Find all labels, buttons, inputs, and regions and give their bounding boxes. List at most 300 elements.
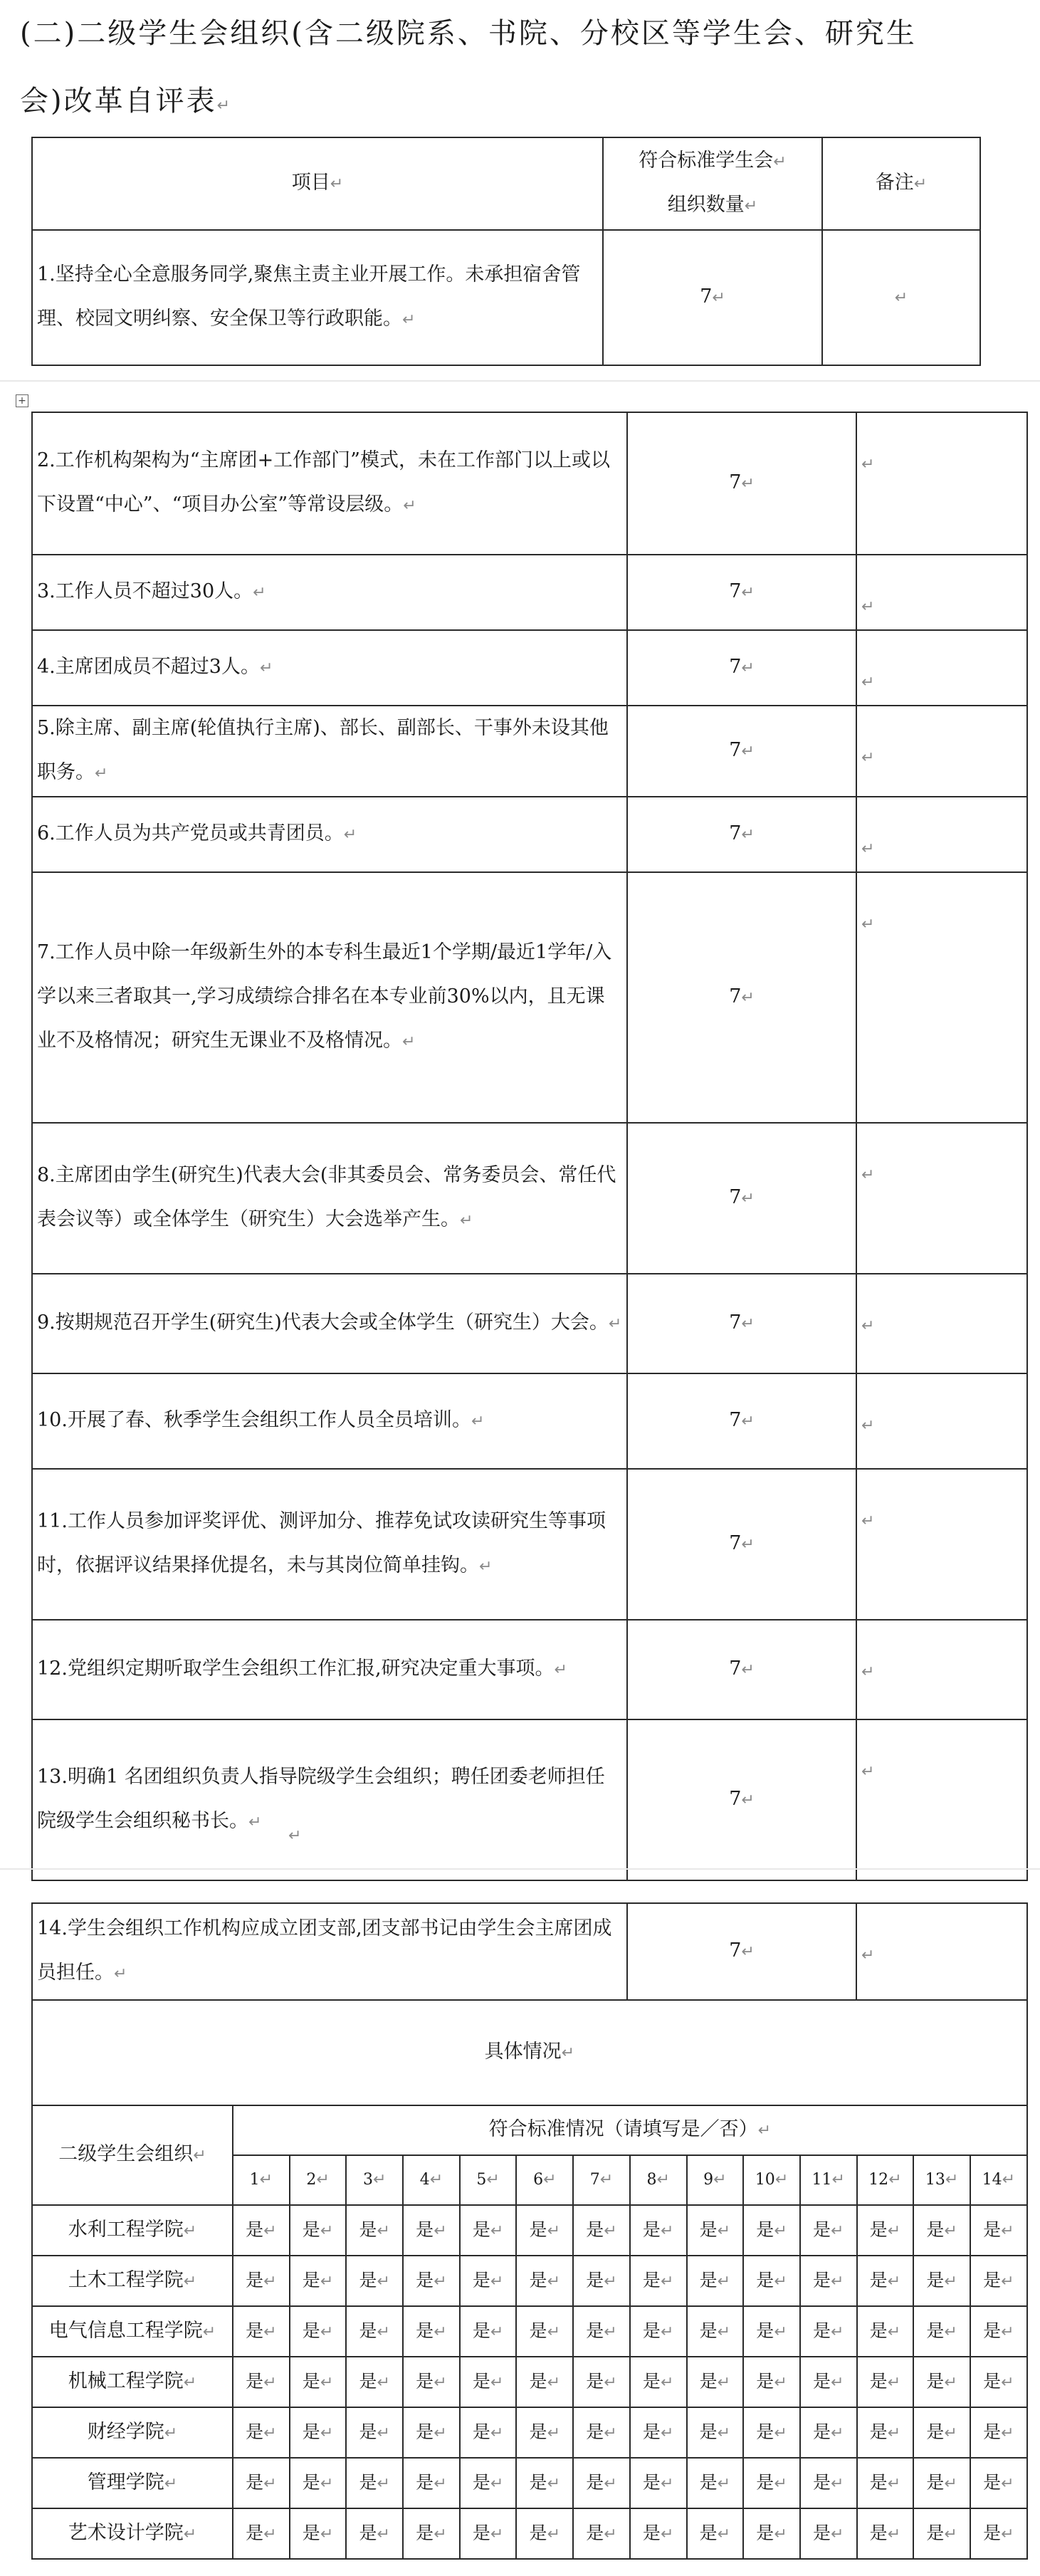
compliance-cell[interactable] <box>290 2256 347 2306</box>
compliance-value: 是 <box>926 2421 945 2442</box>
detail-header-row <box>32 2105 1027 2155</box>
item-cell <box>32 706 627 797</box>
item-text: 3.工作人员不超过30人。 <box>37 580 253 602</box>
compliance-cell[interactable] <box>573 2458 630 2508</box>
paragraph-mark: ↵ <box>377 2373 390 2392</box>
compliance-cell[interactable] <box>913 2256 970 2306</box>
column-number-cell <box>573 2155 630 2205</box>
compliance-cell[interactable] <box>913 2508 970 2559</box>
column-number: 1 <box>249 2171 260 2189</box>
table-row <box>32 1719 1027 1880</box>
column-number: 10 <box>755 2171 775 2189</box>
paragraph-mark: ↵ <box>660 2525 674 2543</box>
compliance-cell[interactable] <box>687 2256 744 2306</box>
compliance-value: 是 <box>983 2522 1002 2543</box>
compliance-cell[interactable] <box>516 2205 573 2256</box>
page-break <box>0 380 1040 382</box>
compliance-value: 是 <box>359 2320 377 2341</box>
compliance-value: 是 <box>812 2269 831 2290</box>
column-number-cell <box>970 2155 1027 2205</box>
org-name: 管理学院 <box>87 2471 164 2493</box>
table-row <box>32 412 1027 555</box>
paragraph-mark: ↵ <box>547 2525 560 2543</box>
paragraph-mark: ↵ <box>944 2373 957 2392</box>
compliance-cell[interactable] <box>290 2306 347 2357</box>
note-cell[interactable] <box>856 797 1027 872</box>
table-row <box>32 230 980 365</box>
note-cell[interactable] <box>856 1274 1027 1373</box>
compliance-cell[interactable] <box>573 2357 630 2407</box>
compliance-cell[interactable] <box>687 2357 744 2407</box>
compliance-cell[interactable] <box>460 2458 517 2508</box>
paragraph-mark: ↵ <box>604 2525 617 2543</box>
compliance-value: 是 <box>642 2269 661 2290</box>
count-cell <box>627 872 856 1123</box>
paragraph-mark: ↵ <box>861 1166 875 1184</box>
compliance-value: 是 <box>472 2421 490 2442</box>
column-number: 5 <box>476 2171 487 2189</box>
paragraph-mark: ↵ <box>490 2474 504 2493</box>
compliance-cell[interactable] <box>630 2508 687 2559</box>
compliance-cell[interactable] <box>970 2256 1027 2306</box>
count-cell <box>627 412 856 555</box>
compliance-value: 是 <box>586 2522 604 2543</box>
column-number: 9 <box>703 2171 714 2189</box>
compliance-value: 是 <box>756 2522 774 2543</box>
compliance-cell[interactable] <box>743 2458 800 2508</box>
paragraph-mark: ↵ <box>741 1943 755 1961</box>
compliance-cell[interactable] <box>403 2256 460 2306</box>
compliance-cell[interactable] <box>630 2205 687 2256</box>
compliance-cell[interactable] <box>687 2407 744 2458</box>
count-cell <box>627 1373 856 1469</box>
compliance-cell[interactable] <box>573 2306 630 2357</box>
note-cell[interactable] <box>856 630 1027 706</box>
compliance-cell[interactable] <box>233 2256 290 2306</box>
compliance-cell[interactable] <box>460 2256 517 2306</box>
paragraph-mark: ↵ <box>1001 2373 1014 2392</box>
compliance-value: 是 <box>869 2219 888 2240</box>
item-text: 9.按期规范召开学生(研究生)代表大会或全体学生（研究生）大会。 <box>37 1311 609 1334</box>
column-number-cell <box>233 2155 290 2205</box>
column-number-cell <box>403 2155 460 2205</box>
compliance-cell[interactable] <box>516 2508 573 2559</box>
compliance-cell[interactable] <box>857 2256 914 2306</box>
compliance-cell[interactable] <box>800 2306 857 2357</box>
count-value: 7 <box>729 656 742 678</box>
note-cell[interactable] <box>856 1373 1027 1469</box>
table-row <box>32 1123 1027 1274</box>
paragraph-mark: ↵ <box>183 2525 197 2543</box>
paragraph-mark: ↵ <box>479 1558 493 1576</box>
compliance-cell[interactable] <box>630 2407 687 2458</box>
org-row <box>32 2357 1027 2407</box>
paragraph-mark: ↵ <box>403 497 416 515</box>
compliance-cell[interactable] <box>233 2357 290 2407</box>
paragraph-mark: ↵ <box>945 2171 959 2189</box>
compliance-cell[interactable] <box>516 2407 573 2458</box>
item-text: 14.学生会组织工作机构应成立团支部,团支部书记由学生会主席团成员担任。 <box>37 1917 612 1984</box>
item-cell <box>32 630 627 706</box>
paragraph-mark: ↵ <box>434 2272 447 2290</box>
compliance-cell[interactable] <box>460 2407 517 2458</box>
compliance-cell[interactable] <box>573 2205 630 2256</box>
compliance-value: 是 <box>529 2421 547 2442</box>
count-value: 7 <box>729 1409 742 1431</box>
paragraph-mark: ↵ <box>263 2424 277 2442</box>
paragraph-mark: ↵ <box>741 1413 755 1430</box>
paragraph-mark: ↵ <box>402 311 416 329</box>
compliance-value: 是 <box>246 2471 264 2493</box>
compliance-cell[interactable] <box>970 2357 1027 2407</box>
column-number-cell <box>516 2155 573 2205</box>
paragraph-mark: ↵ <box>490 2373 504 2392</box>
compliance-cell[interactable] <box>403 2205 460 2256</box>
paragraph-mark: ↵ <box>887 2474 901 2493</box>
table-row <box>32 706 1027 797</box>
note-cell[interactable] <box>856 706 1027 797</box>
compliance-value: 是 <box>302 2219 320 2240</box>
paragraph-mark: ↵ <box>164 2474 178 2493</box>
paragraph-mark: ↵ <box>320 2474 334 2493</box>
count-cell <box>627 1469 856 1620</box>
compliance-cell[interactable] <box>743 2256 800 2306</box>
compliance-value: 是 <box>869 2421 888 2442</box>
note-cell[interactable] <box>856 1719 1027 1880</box>
compliance-cell[interactable] <box>687 2306 744 2357</box>
paragraph-mark: ↵ <box>660 2272 674 2290</box>
compliance-value: 是 <box>246 2320 264 2341</box>
compliance-value: 是 <box>472 2219 490 2240</box>
compliance-value: 是 <box>983 2269 1002 2290</box>
compliance-value: 是 <box>699 2421 718 2442</box>
compliance-cell[interactable] <box>233 2306 290 2357</box>
compliance-value: 是 <box>642 2370 661 2392</box>
column-number-cell <box>800 2155 857 2205</box>
compliance-cell[interactable] <box>233 2508 290 2559</box>
compliance-cell[interactable] <box>233 2205 290 2256</box>
paragraph-mark: ↵ <box>861 1317 875 1335</box>
compliance-cell[interactable] <box>460 2205 517 2256</box>
org-name-cell <box>32 2306 233 2357</box>
paragraph-mark: ↵ <box>660 2424 674 2442</box>
compliance-value: 是 <box>812 2522 831 2543</box>
paragraph-mark: ↵ <box>831 2474 844 2493</box>
compliance-cell[interactable] <box>346 2407 403 2458</box>
compliance-cell[interactable] <box>970 2407 1027 2458</box>
compliance-cell[interactable] <box>970 2508 1027 2559</box>
compliance-cell[interactable] <box>857 2458 914 2508</box>
paragraph-mark: ↵ <box>741 826 755 844</box>
table-row <box>32 797 1027 872</box>
compliance-cell[interactable] <box>346 2205 403 2256</box>
compliance-cell[interactable] <box>913 2458 970 2508</box>
paragraph-mark: ↵ <box>183 2221 197 2240</box>
paragraph-mark: ↵ <box>1001 2272 1014 2290</box>
org-name: 艺术设计学院 <box>68 2521 184 2544</box>
compliance-cell[interactable] <box>630 2306 687 2357</box>
item-text: 6.工作人员为共产党员或共青团员。 <box>37 822 344 844</box>
note-cell[interactable] <box>856 1469 1027 1620</box>
compliance-cell[interactable] <box>573 2256 630 2306</box>
paragraph-mark: ↵ <box>717 2373 731 2392</box>
compliance-value: 是 <box>302 2421 320 2442</box>
compliance-cell[interactable] <box>800 2407 857 2458</box>
paragraph-mark: ↵ <box>547 2424 560 2442</box>
compliance-value: 是 <box>812 2320 831 2341</box>
compliance-cell[interactable] <box>346 2256 403 2306</box>
compliance-value: 是 <box>926 2370 945 2392</box>
detail-heading-row <box>32 2000 1027 2105</box>
compliance-value: 是 <box>812 2421 831 2442</box>
compliance-cell[interactable] <box>573 2407 630 2458</box>
compliance-value: 是 <box>699 2269 718 2290</box>
compliance-value: 是 <box>246 2370 264 2392</box>
compliance-value: 是 <box>302 2370 320 2392</box>
compliance-value: 是 <box>699 2320 718 2341</box>
note-cell[interactable] <box>856 555 1027 630</box>
compliance-cell[interactable] <box>857 2205 914 2256</box>
paragraph-mark: ↵ <box>373 2171 387 2189</box>
compliance-cell[interactable] <box>460 2508 517 2559</box>
paragraph-mark: ↵ <box>861 1663 875 1681</box>
compliance-cell[interactable] <box>970 2205 1027 2256</box>
org-name: 电气信息工程学院 <box>48 2319 203 2342</box>
column-number-cell <box>743 2155 800 2205</box>
paragraph-mark: ↵ <box>1002 2171 1016 2189</box>
compliance-cell[interactable] <box>970 2306 1027 2357</box>
compliance-cell[interactable] <box>290 2205 347 2256</box>
column-number: 6 <box>533 2171 544 2189</box>
column-number-cell <box>346 2155 403 2205</box>
table-row <box>32 630 1027 706</box>
paragraph-mark: ↵ <box>861 749 875 767</box>
compliance-value: 是 <box>699 2471 718 2493</box>
table-row <box>32 1373 1027 1469</box>
compliance-cell[interactable] <box>800 2458 857 2508</box>
compliance-value: 是 <box>246 2421 264 2442</box>
compliance-cell[interactable] <box>460 2357 517 2407</box>
paragraph-mark: ↵ <box>320 2221 334 2240</box>
org-header-cell <box>32 2105 233 2205</box>
compliance-cell[interactable] <box>800 2508 857 2559</box>
compliance-value: 是 <box>812 2370 831 2392</box>
paragraph-mark: ↵ <box>660 2373 674 2392</box>
paragraph-mark: ↵ <box>216 97 233 115</box>
paragraph-mark: ↵ <box>944 2424 957 2442</box>
review-table-page3 <box>31 1902 1028 2001</box>
compliance-cell[interactable] <box>403 2458 460 2508</box>
compliance-cell[interactable] <box>630 2357 687 2407</box>
org-name-cell <box>32 2205 233 2256</box>
note-cell[interactable] <box>856 1620 1027 1719</box>
compliance-cell[interactable] <box>403 2508 460 2559</box>
paragraph-mark: ↵ <box>741 659 755 677</box>
compliance-cell[interactable] <box>516 2306 573 2357</box>
compliance-value: 是 <box>642 2320 661 2341</box>
paragraph-mark: ↵ <box>316 2171 330 2189</box>
compliance-cell[interactable] <box>233 2458 290 2508</box>
compliance-value: 是 <box>586 2320 604 2341</box>
note-cell[interactable] <box>856 872 1027 1123</box>
compliance-cell[interactable] <box>857 2407 914 2458</box>
compliance-cell[interactable] <box>403 2357 460 2407</box>
compliance-value: 是 <box>586 2269 604 2290</box>
compliance-value: 是 <box>926 2269 945 2290</box>
compliance-value: 是 <box>756 2471 774 2493</box>
compliance-cell[interactable] <box>857 2306 914 2357</box>
standard-header: 符合标准情况（请填写是／否） <box>488 2118 758 2140</box>
paragraph-mark: ↵ <box>887 2424 901 2442</box>
org-name: 水利工程学院 <box>68 2218 184 2241</box>
compliance-cell[interactable] <box>857 2357 914 2407</box>
compliance-cell[interactable] <box>857 2508 914 2559</box>
table-row <box>32 1469 1027 1620</box>
compliance-cell[interactable] <box>913 2306 970 2357</box>
compliance-cell[interactable] <box>800 2357 857 2407</box>
compliance-cell[interactable] <box>346 2458 403 2508</box>
paragraph-mark: ↵ <box>741 989 755 1007</box>
item-cell <box>32 555 627 630</box>
compliance-cell[interactable] <box>743 2407 800 2458</box>
paragraph-mark: ↵ <box>887 2525 901 2543</box>
compliance-value: 是 <box>359 2370 377 2392</box>
column-number: 3 <box>363 2171 373 2189</box>
item-cell <box>32 1469 627 1620</box>
paragraph-mark: ↵ <box>757 2122 772 2140</box>
paragraph-mark: ↵ <box>202 2323 216 2341</box>
note-cell[interactable] <box>856 412 1027 555</box>
compliance-cell[interactable] <box>516 2256 573 2306</box>
compliance-cell[interactable] <box>290 2508 347 2559</box>
compliance-cell[interactable] <box>913 2205 970 2256</box>
compliance-value: 是 <box>529 2320 547 2341</box>
compliance-cell[interactable] <box>516 2357 573 2407</box>
paragraph-mark: ↵ <box>774 2424 787 2442</box>
compliance-cell[interactable] <box>743 2357 800 2407</box>
compliance-cell[interactable] <box>573 2508 630 2559</box>
item-cell <box>32 1719 627 1880</box>
compliance-value: 是 <box>416 2522 434 2543</box>
paragraph-mark: ↵ <box>660 2323 674 2341</box>
paragraph-mark: ↵ <box>547 2221 560 2240</box>
compliance-cell[interactable] <box>403 2306 460 2357</box>
compliance-cell[interactable] <box>913 2357 970 2407</box>
compliance-value: 是 <box>756 2269 774 2290</box>
compliance-value: 是 <box>302 2522 320 2543</box>
compliance-cell[interactable] <box>346 2306 403 2357</box>
org-row <box>32 2256 1027 2306</box>
paragraph-mark: ↵ <box>543 2171 557 2189</box>
paragraph-mark: ↵ <box>887 2323 901 2341</box>
compliance-value: 是 <box>416 2370 434 2392</box>
note-cell[interactable] <box>856 1903 1027 2000</box>
paragraph-mark: ↵ <box>887 2221 901 2240</box>
paragraph-mark: ↵ <box>547 2323 560 2341</box>
compliance-value: 是 <box>586 2421 604 2442</box>
compliance-value: 是 <box>699 2522 718 2543</box>
paragraph-mark: ↵ <box>164 2424 178 2442</box>
compliance-cell[interactable] <box>346 2508 403 2559</box>
item-text: 4.主席团成员不超过3人。 <box>37 656 260 678</box>
compliance-cell[interactable] <box>290 2357 347 2407</box>
compliance-cell[interactable] <box>516 2458 573 2508</box>
compliance-value: 是 <box>642 2471 661 2493</box>
compliance-cell[interactable] <box>403 2407 460 2458</box>
paragraph-mark: ↵ <box>402 1033 416 1051</box>
note-cell[interactable] <box>856 1123 1027 1274</box>
compliance-cell[interactable] <box>743 2306 800 2357</box>
count-value: 7 <box>729 1939 742 1962</box>
paragraph-mark: ↵ <box>608 1315 622 1333</box>
paragraph-mark: ↵ <box>1001 2221 1014 2240</box>
paragraph-mark: ↵ <box>434 2424 447 2442</box>
compliance-cell[interactable] <box>460 2306 517 2357</box>
item-cell <box>32 872 627 1123</box>
paragraph-mark: ↵ <box>741 475 755 493</box>
compliance-value: 是 <box>302 2471 320 2493</box>
compliance-cell[interactable] <box>970 2458 1027 2508</box>
note-cell[interactable] <box>822 230 980 365</box>
compliance-value: 是 <box>756 2219 774 2240</box>
paragraph-mark: ↵ <box>95 765 108 782</box>
item-cell <box>32 412 627 555</box>
compliance-cell[interactable] <box>687 2508 744 2559</box>
header-count: 符合标准学生会↵ 组织数量↵ <box>603 137 822 230</box>
paragraph-mark: ↵ <box>263 2272 277 2290</box>
compliance-value: 是 <box>359 2219 377 2240</box>
compliance-cell[interactable] <box>687 2205 744 2256</box>
org-row <box>32 2458 1027 2508</box>
compliance-value: 是 <box>812 2219 831 2240</box>
count-cell <box>627 1719 856 1880</box>
paragraph-mark: ↵ <box>717 2272 731 2290</box>
count-cell <box>627 1903 856 2000</box>
table-row <box>32 1620 1027 1719</box>
paragraph-mark: ↵ <box>183 2373 197 2392</box>
compliance-value: 是 <box>529 2471 547 2493</box>
compliance-cell[interactable] <box>913 2407 970 2458</box>
compliance-value: 是 <box>302 2320 320 2341</box>
compliance-cell[interactable] <box>290 2407 347 2458</box>
item-text: 10.开展了春、秋季学生会组织工作人员全员培训。 <box>37 1409 471 1431</box>
compliance-cell[interactable] <box>290 2458 347 2508</box>
paragraph-mark: ↵ <box>490 2221 504 2240</box>
paragraph-mark: ↵ <box>320 2323 334 2341</box>
header-note: 备注↵ <box>822 137 980 230</box>
compliance-cell[interactable] <box>630 2256 687 2306</box>
compliance-value: 是 <box>869 2370 888 2392</box>
compliance-cell[interactable] <box>800 2256 857 2306</box>
count-value: 7 <box>729 1532 742 1554</box>
compliance-cell[interactable] <box>687 2458 744 2508</box>
paragraph-mark: ↵ <box>604 2474 617 2493</box>
paragraph-mark: ↵ <box>263 2373 277 2392</box>
review-table-page1 <box>31 137 981 366</box>
paragraph-mark: ↵ <box>861 1763 875 1781</box>
compliance-cell[interactable] <box>233 2407 290 2458</box>
compliance-cell[interactable] <box>743 2508 800 2559</box>
compliance-cell[interactable] <box>800 2205 857 2256</box>
item-cell <box>32 1620 627 1719</box>
table-header-row <box>32 137 980 230</box>
compliance-cell[interactable] <box>346 2357 403 2407</box>
compliance-cell[interactable] <box>630 2458 687 2508</box>
compliance-cell[interactable] <box>743 2205 800 2256</box>
table-move-icon[interactable]: + <box>16 394 28 407</box>
compliance-value: 是 <box>756 2370 774 2392</box>
count-cell <box>627 1274 856 1373</box>
